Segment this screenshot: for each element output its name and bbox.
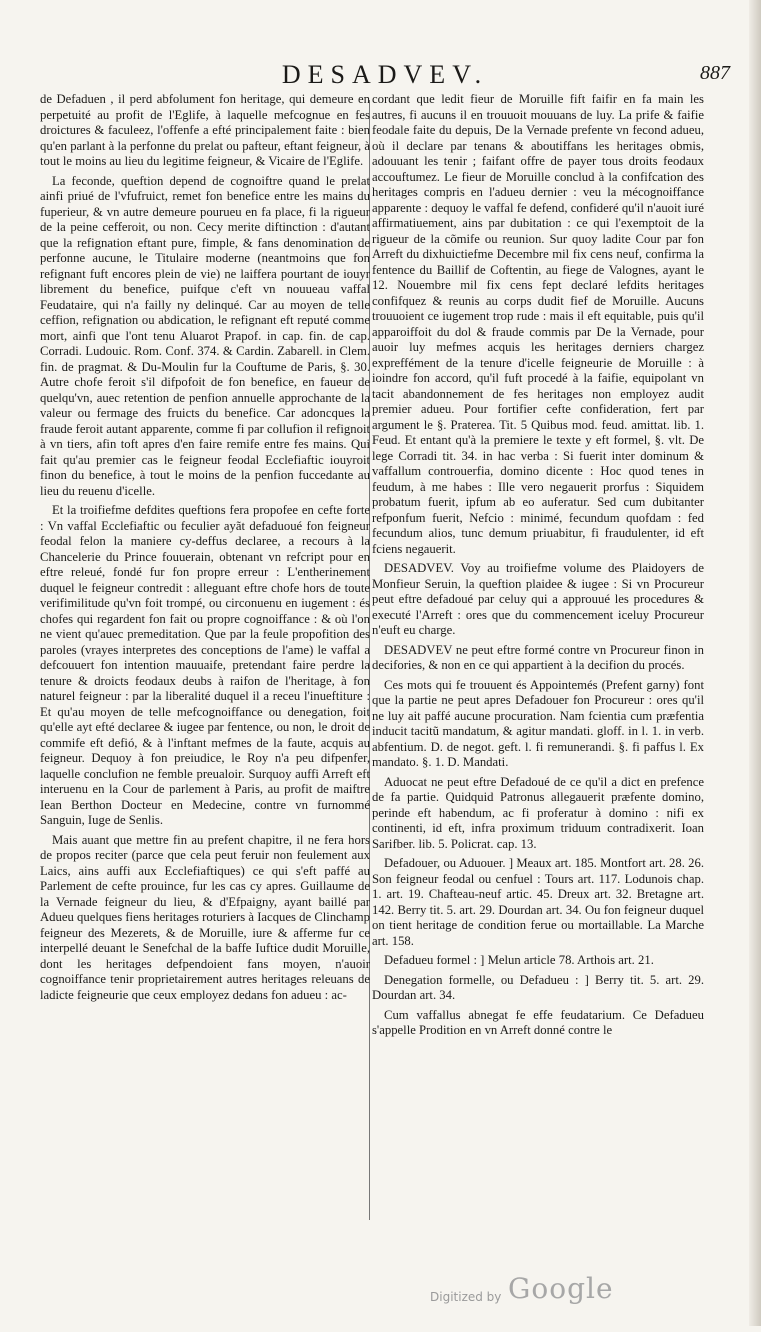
right-column [372,92,704,1192]
google-logo: Google [508,1272,614,1305]
digitized-by-watermark [430,1270,690,1310]
paragraph: Mais auant que mettre fin au prefent chapitre, il ne fera hors de propos reciter (parce que cela peut feruir non feulement aux Laics, ains auffi aux Ecclefiaftiques) ce qui s'eft paffé au Parlement de cefte prouince, fur les cas cy apres. Guillaume de la Vernade feigneur du lieu, & d'Efpaigny, ayant baillé par Adueu quelques fiens heritages roturiers à Iacques de Clinchamp feigneur des Mezerets, & de Moruille, iure & afferme fur ce interpellé deuant le Senefchal de la baffe Iuftice dudit Moruille, dont les heritages defpendoient fans moyen, n'auoir cognoiffance tenir proprietairement autres heritages releuans de ladicte feigneurie que ceux employez dedans fon adueu : ac- [40,832,370,1002]
running-header [40,60,730,94]
digitized-by-label: Digitized by [430,1290,502,1304]
paragraph: Ces mots qui fe trouuent és Appointemés (Prefent garny) font que la partie ne peut apres Defadouer fon Procureur : ores qu'il ne luy ait paffé aucune procuration. Nam fcientia cum præfentia inducit tacitũ mandatum, & agitur mandati. gloff. in l. 1. in verb. abfentium. D. de negot. geft. l. fi remunerandi. §. fi paffus l. Ex mandato. §. 1. D. Mandati. [372,677,704,769]
paragraph: Cum vaffallus abnegat fe effe feudatarium. Ce Defadueu s'appelle Prodition en vn Arreft donné contre le [372,1007,704,1037]
paragraph: La feconde, queftion depend de cognoiftre quand le prelat ainfi priué de l'vfufruict, remet fon benefice entre les mains du fuperieur, & vn autre demeure pourueu en fa place, fi la rigueur de la peine cefferoit, ou non. Cecy merite diftinction : d'autant que la refignation eftant pure, fimple, & fans denomination de perfonne aucune, le Titulaire moderne (neantmoins que fon refignant fuft encores plein de vie) ne laiffera pourtant de iouyr librement du benefice, puifque c'eft vn nouueau vaffal Feudataire, qui n'a failly ny delinqué. Car au moyen de telle ceffion, refignation ou abdication, le refignant eft reputé comme mort, ainfi que l'ont tenu Aluarot Prapof. in cap. fin. de cap. Corradi. Ludouic. Rom. Conf. 374. & Cardin. Zabarell. in Clem. fin. de pragmat. & Du-Moulin fur la Couftume de Paris, §. 30. Autre chofe feroit s'il difpofoit de fon benefice, en faueur de quelqu'vn, auec retention de penfion annuelle approchante de la valeur ou fermage des fruicts du benefice. Car adoncques la fraude feroit autant apparente, comme fi par collufion il refignoit à vn tiers, afin toft apres d'en faire remife entre fes mains. Qui fait qu'au premier cas le feigneur feodal Ecclefiaftic iouyroit finon du benefice, à tout le moins de la penfion fuccedante au lieu du reuenu d'icelle. [40,173,370,498]
paragraph: cordant que ledit fieur de Moruille fift faifir en fa main les autres, fi aucuns il en trouuoit mouuans de luy. La prife & faifie feodale faite du depuis, De la Vernade prefente vn fecond adueu, où il declare par tenans & aboutiffans les heritages obmis, adouuant les tenir ; faifant offre de payer tous droits feodaux accouftumez. Le fieur de Moruille conclud à la confifcation des heritages compris en l'adueu dernier : veu la mécognoiffance apparente : dequoy le vaffal fe defend, confideré qu'il n'auoit iuré affirmatiuement, ains par dubitation : ce qui l'exemptoit de la rigueur de la cõmife ou reunion. Sur quoy ladite Cour par fon Arreft du dixhuictiefme Decembre mil fix cens neuf, confirma la fentence du Baillif de Coftentin, au fiege de Valognes, ayant le 12. Nouembre mil fix cens fept declaré lefdits heritages confifquez & reunis au corps dudit fief de Moruille. Aucuns trouuoient ce iugement trop rude : mais il eft equitable, puis qu'il apparoiffoit du dol & fraude commis par De la Vernade, pour auoir luy mefmes acquis les heritages derniers chargez expreffément de la tenure d'icelle feigneurie de Moruille : à ioindre fon accord, qu'il fuft procedé à la faifie, equipolant vn tacit abandonnement de fes heritages non employez audit premier adueu. Pour fortifier cefte confideration, fert par argument le §. Praterea. Tit. 5 Quibus mod. feud. amittat. lib. 1. Feud. Et entant qu'à la premiere le texte y eft formel, §. vlt. De lege Corradi tit. 34. in hac verba : Si fuerit inter dominum & vaffallum controuerfia, domino dicente : Hoc quod tenes in feudum, à me habes : Ille vero negauerit prorfus : Siquidem probatum fuerit, ipfum ab eo auferatur. Sed cum dubitanter refponfum fuerit, Nefcio : minimé, fecundum quofdam : fed fecundum alios, tunc demum priuabitur, fi fraudulenter, id eft fciens negauerit. [372,92,704,556]
paragraph: Denegation formelle, ou Defadueu : ] Berry tit. 5. art. 29. Dourdan art. 34. [372,972,704,1002]
paragraph: Aduocat ne peut eftre Defadoué de ce qu'il a dict en prefence de fa partie. Quidquid Patronus allegauerit præfente domino, perinde eft habendum, ac fi proferatur à domino : nifi ex continenti, id eft, infra proximum triduum contradixerit. Ioan Sarifber. lib. 5. Policrat. cap. 13. [372,774,704,851]
paragraph: DESADVEV. Voy au troifiefme volume des Plaidoyers de Monfieur Seruin, la queftion plaidee & iugee : Si vn Procureur peut eftre defadoué par celuy qui a approuué les procedures & executé l'Arreft : ores que du commencement iceluy Procureur n'euft eu charge. [372,561,704,637]
paragraph: Defadueu formel : ] Melun article 78. Arthois art. 21. [384,953,654,967]
paragraph: Et la troifiefme defdites queftions fera propofee en cefte forte : Vn vaffal Ecclefiaftic ou feculier ayãt defaduoué fon feigneur feodal felon la maniere cy-deffus declaree, a recours à la Chancelerie du Prince fouuerain, obtenant vn refcript pour en eftre releué, fondé fur fon propre erreur : L'entherinement duquel le feigneur contredit : alleguant eftre chofe hors de toute verifimilitude qu'vn foit trompé, ou circonuenu en iugement : és chofes qui regardent fon fait ou propre cognoiffance : & où l'on ne vient qu'auec premeditation. Que par la feule propofition des paroles (vrayes interpretes des conceptions de l'ame) le vaffal a defcouuert fon intention mauuaife, pretendant faire perdre la tenure & droicts feodaux deubs à raifon de l'heritage, à fon naturel feigneur : par la liberalité duquel il a receu l'inueftiture : Et qu'au moyen de telle mefcognoiffance ou denegation, foit qu'elle ayt efté declaree & iugee par fentence, ou non, le droit de commife eft defió, & à l'inftant mefmes de la faute, acquis au feigneur. Dequoy à fon preiudice, le Roy n'a peu difpenfer, laquelle conclufion ne femble preualoir. Surquoy auffi Arreft eft interuenu en la Cour de parlement à Paris, au profit de maiftre Iean Berthon Docteur en Medecine, contre vn furnommé Sanguin, Iuge de Senlis. [40,503,370,827]
page-number: 887 [700,62,730,84]
paragraph: Defadouer, ou Aduouer. ] Meaux art. 185. Montfort art. 28. 26. Son feigneur feodal ou cenfuel : Tours art. 117. Lodunois chap. 1. art. 19. Chafteau-neuf artic. 45. Dreux art. 32. Bretagne art. 142. Berry tit. 5. art. 29. Dourdan art. 34. Ou fon feigneur duquel on tient heritage de condition ferue ou mortaillable. La Marche art. 158. [372,856,704,948]
page-spine-shadow [749,0,761,1326]
paragraph: DESADVEV ne peut eftre formé contre vn Procureur finon in decifories, & non en ce qui appartient à la decifion du procés. [372,642,704,672]
left-column [40,92,370,1332]
paragraph: de Defaduen , il perd abfolument fon heritage, qui demeure en perpetuité au profit de l'Eglife, à laquelle mefcognue en fes droictures & faculeez, l'offenfe a efté principalement faite : bien qu'en parlant à la perfonne du prelat ou pafteur, eftant feigneur, à tout le moins au lieu du legitime feigneur, & Vicaire de l'Eglife. [40,92,370,168]
running-title: DESADVEV. [281,60,489,89]
